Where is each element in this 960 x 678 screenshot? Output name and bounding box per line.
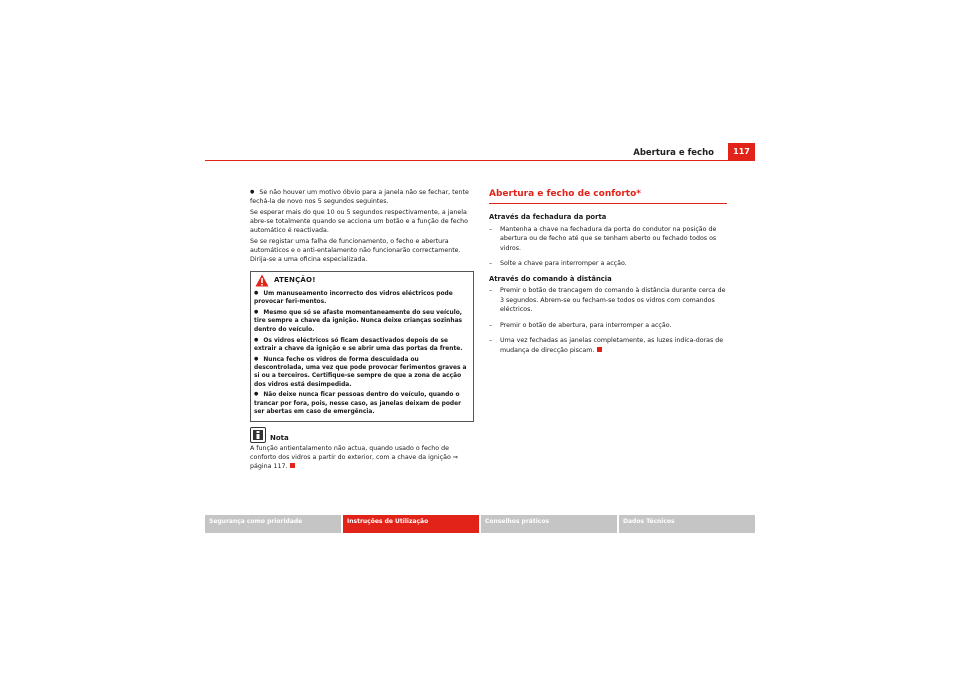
note-text: A função antientalamento não actua, quando usado o fecho de conforto dos vidros a partir do exterior, com a chave da ignição ⇒ página 117. [250,444,459,470]
dash-marker: – [489,260,493,267]
warning-label: ATENÇÃO! [274,276,316,285]
warning-item: ● Não deixe nunca ficar pessoas dentro do veículo, quando o trancar por fora, pois, nesse caso, as janelas deixam de poder ser abertas em caso de emergência. [254,390,470,416]
step-item [489,225,727,254]
step-item [489,336,727,355]
warning-item: ● Nunca feche os vidros de forma descuidada ou descontrolada, uma vez que pode provocar ferimentos graves a si ou a terceiros. Certifique-se sempre de que a zona de acção dos vidros está desimpedida. [254,355,470,389]
footer-tab-tips[interactable]: Conselhos práticos [481,515,617,533]
step-text-final: Uma vez fechadas as janelas completamente, as luzes indica-doras de mudança de direcção piscam. [500,337,724,354]
step-item [489,259,727,269]
running-header-title: Abertura e fecho [633,148,714,158]
subheading-remote: Através do comando à distância [489,274,612,283]
warning-item: ● Mesmo que só se afaste momentaneamente do seu veículo, tire sempre a chave da ignição. Nunca deixe crianças sozinhas dentro do veículo. [254,308,470,334]
paragraph-malfunction: Se se registar uma falha de funcionamento, o fecho e abertura automáticos e o anti-entalamento não funcionarão correctamente. Dirija-se a uma oficina especializada. [250,238,461,264]
dash-marker: – [489,225,493,233]
step-text: Premir o botão de abertura, para interromper a acção. [500,321,672,329]
paragraph-retry: ● Se não houver um motivo óbvio para a janela não se fechar, tente fechá-la de novo nos 5 segundos seguintes. [250,188,474,207]
dash-marker: – [489,337,493,344]
step-text: Premir o botão de trancagem do comando à distância durante cerca de 3 segundos. Abrem-se ou fecham-se todos os vidros com comandos eléctricos. [500,287,726,313]
step-text: Mantenha a chave na fechadura da porta do condutor na posição de abertura ou de fecho até que se tenham aberto ou fechado todos os vidros. [500,225,717,252]
dash-marker: – [489,287,493,294]
subheading-door-lock: Através da fechadura da porta [489,213,607,221]
warning-box [250,271,474,422]
header-rule [205,160,755,161]
page-number-badge: 117 [728,143,755,160]
footer-tab-technical-data[interactable]: Dados Técnicos [619,515,755,533]
warning-header [251,272,473,289]
note-header [250,427,474,443]
end-square-icon [597,347,602,352]
paragraph-wait: Se esperar mais do que 10 ou 5 segundos respectivamente, a janela abre-se totalmente quando se acciona um botão e a função de fecho automático é reactivada. [250,209,468,235]
note-label: Nota [270,433,289,442]
footer-tab-instructions[interactable]: Instruções de Utilização [343,515,479,533]
warning-item: ● Os vidros eléctricos só ficam desactivados depois de se extrair a chave da ignição e se abrir uma das portas da frente. [254,336,470,354]
section-title: Abertura e fecho de conforto* [489,188,727,204]
dash-marker: – [489,321,493,329]
note-info-icon [250,427,266,443]
right-column [489,188,727,361]
footer-tab-safety[interactable]: Segurança como prioridade [205,515,341,533]
step-item [489,321,727,331]
end-square-icon [290,463,295,468]
left-column [250,188,474,474]
warning-item: ● Um manuseamento incorrecto dos vidros eléctricos pode provocar feri-mentos. [254,289,470,307]
step-text: Solte a chave para interromper a acção. [500,260,627,267]
warning-body [251,289,473,421]
warning-triangle-icon [255,274,269,287]
step-item [489,286,727,315]
